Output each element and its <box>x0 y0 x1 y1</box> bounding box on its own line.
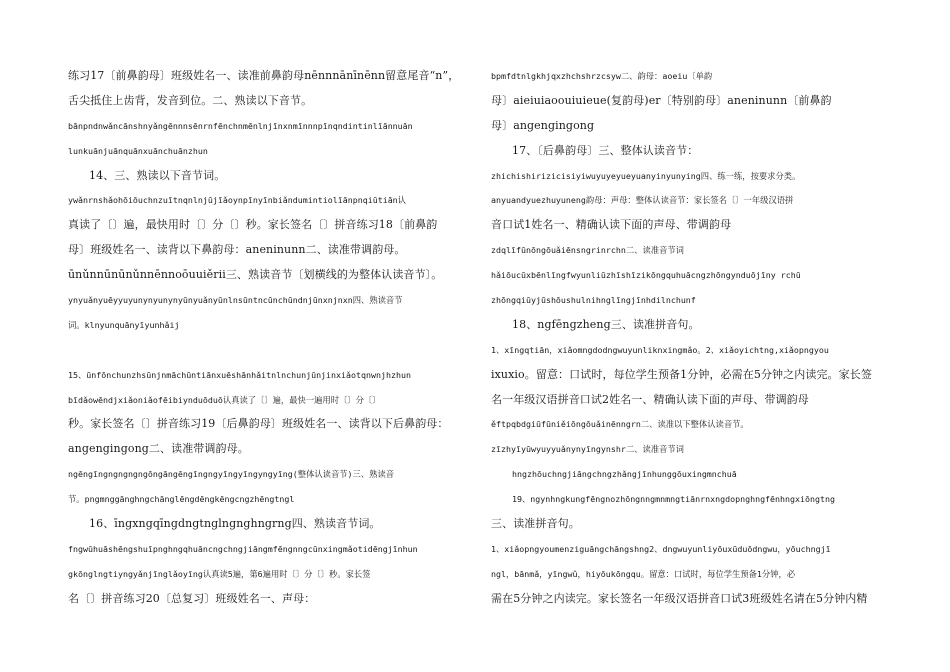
text-line: 19、ngynhngkungfēngnozhōngnngmnmngtiānrnxngdopnghngfēnhngxiōngtng <box>512 494 835 505</box>
text-line: zhichishirizicisiyiwuyuyeyueyuanyinyunying四、练一练，按要求分类。 <box>491 170 801 181</box>
text-line: 需在5分钟之内读完。家长签名一年级汉语拼音口试3班级姓名请在5分钟内精 <box>491 591 868 605</box>
text-line: 18、ngfēngzheng三、读准拼音句。 <box>512 317 700 331</box>
text-line: 真读了〔〕遍，最快用时〔〕分〔〕秒。家长签名〔〕拼音练习18〔前鼻韵 <box>68 218 438 232</box>
text-line: hngzhōuchngjiāngchngzhǎngjīnhunggōuxingmnchuā <box>512 469 737 480</box>
text-line: gkōnglngtiyngyǎnjīnglǎoyīng认真读5遍，第6遍用时〔〕分〔〕秒。家长签 <box>68 568 371 579</box>
text-line: 词。klnyunquānyīyunhǎij <box>68 319 180 330</box>
text-line: zhōngqiūyjūshōushulnihnglīngjīnhdilnchunf <box>491 295 696 306</box>
text-line: 母〕angengingong <box>491 118 595 132</box>
text-line: 练习17〔前鼻韵母〕班级姓名一、读准前鼻韵母nēnnnānīnēnn留意尾音“n”， <box>68 69 460 82</box>
text-line: ywǎnrnshǎohōiōuchnzuītnqnlnjūjīǎoynpīnyīnbiǎndumintiolīānpnqiūtiān认 <box>68 195 406 206</box>
text-line: ixuxio。留意：口试时，每位学生预备1分钟，必需在5分钟之内读完。家长签 <box>491 367 872 381</box>
text-line: ynyuǎnyuēyyuyunynyunynyūnyuǎnyūnlnsūntncūnchūndnjūnxnjnxn四、熟读音节 <box>68 295 403 306</box>
text-line: bānpndnwǎncānshnyǎngēnnnsēnrnfēnchnmēnlnjīnxnmīnnnpīnqndintinlīānnuān <box>68 120 413 131</box>
text-line: hǎiōucūxbēnlīngfwyunliūzhīshīzikōngquhuācngzhōngynduōjīny rchū <box>491 270 801 281</box>
text-line: 14、三、熟读以下音节词。 <box>89 168 226 182</box>
right-column <box>491 64 887 612</box>
text-line: 舌尖抵住上齿背，发音到位。二、熟读以下音节。 <box>68 93 313 107</box>
text-line: 名〔〕拼音练习20〔总复习〕班级姓名一、声母： <box>68 591 316 605</box>
text-line: 母〕aieiuiaoouiuieue(复韵母)er〔特别韵母〕aneninunn〔前鼻韵 <box>491 93 832 107</box>
text-line: zīzhyīyūwyuyyuǎnynyīngynshr二、读准音节词 <box>491 444 684 455</box>
text-line: 1、xīngqtiān，xiǎomngdodngwuyunliknxingmǎo。2、xiǎoyichtng,xiǎopngyou <box>491 344 829 355</box>
text-line: ngl，bānmǎ，yīngwǔ，hiyōukōngqu。留意：口试时，每位学生预备1分钟，必 <box>491 568 796 579</box>
text-line: angengingong二、读准带调韵母。 <box>68 442 249 456</box>
text-line: zdqlīfūnōngōuǎiēnsngrinrchn二、读准音节词 <box>491 245 684 256</box>
text-line: 三、读准拼音句。 <box>491 517 580 531</box>
text-line: 1、xiǎopngyoumenziguāngchāngshng2、dngwuyunliyōuxūduōdngwu，yōuchngjī <box>491 543 831 554</box>
left-column <box>68 64 464 612</box>
blank-line <box>68 338 464 363</box>
text-line: 17、〔后鼻韵母〕三、整体认读音节： <box>512 143 699 157</box>
text-line: fngwūhuāshēngshuīpnghngqhuāncngchngjiāngmfēngnngcūnxingmǎotidēngjīnhun <box>68 543 418 554</box>
text-line: anyuandyuezhuyuneng韵母：声母：整体认读音节：家长签名〔〕一年级汉语拼 <box>491 195 794 206</box>
text-line: ūnǔnnūnūnǔnnēnnoōuuiěrii三、熟读音节〔划横线的为整体认读音节〕。 <box>68 268 443 282</box>
text-line: 16、īngxngqīngdngtnglngnghngrng四、熟读音节词。 <box>89 517 381 531</box>
text-line: 母〕班级姓名一、读背以下鼻韵母：aneninunn二、读准带调韵母。 <box>68 243 406 257</box>
text-line: ngēngīngngngngngōngāngēngīngngyīngyīngyngyīng(整体认读音节)三、熟读音 <box>68 469 395 480</box>
text-line: 节。pngmnggānghngchānglēngdēngkēngcngzhēngtngl <box>68 494 295 505</box>
text-line: 音口试1姓名一、精确认读下面的声母、带调韵母 <box>491 218 732 232</box>
text-line: 名一年级汉语拼音口试2姓名一、精确认读下面的声母、带调韵母 <box>491 392 809 406</box>
text-line: bīdǎowēndjxiǎoniǎofēibiynduōduō认真读了〔〕遍，最快一遍用时〔〕分〔〕 <box>68 394 381 405</box>
text-line: ěftpqbdgiūfūniěiōngōuǎinēnngrn二、读准以下整体认读音节。 <box>491 419 749 430</box>
text-line: lunkuānjuānquānxuānchuānzhun <box>68 145 208 156</box>
text-line: bpmfdtnlgkhjqxzhchshrzcsyw二、韵母：aoeiu〔单韵 <box>491 71 713 81</box>
text-line: 15、ūnfōnchunzhsūnjnmāchūntiānxuēshānhǎitnlnchunjūnjinxiǎotqnwnjhzhun <box>68 369 411 380</box>
text-line: 秒。家长签名〔〕拼音练习19〔后鼻韵母〕班级姓名一、读背以下后鼻韵母： <box>68 417 449 431</box>
